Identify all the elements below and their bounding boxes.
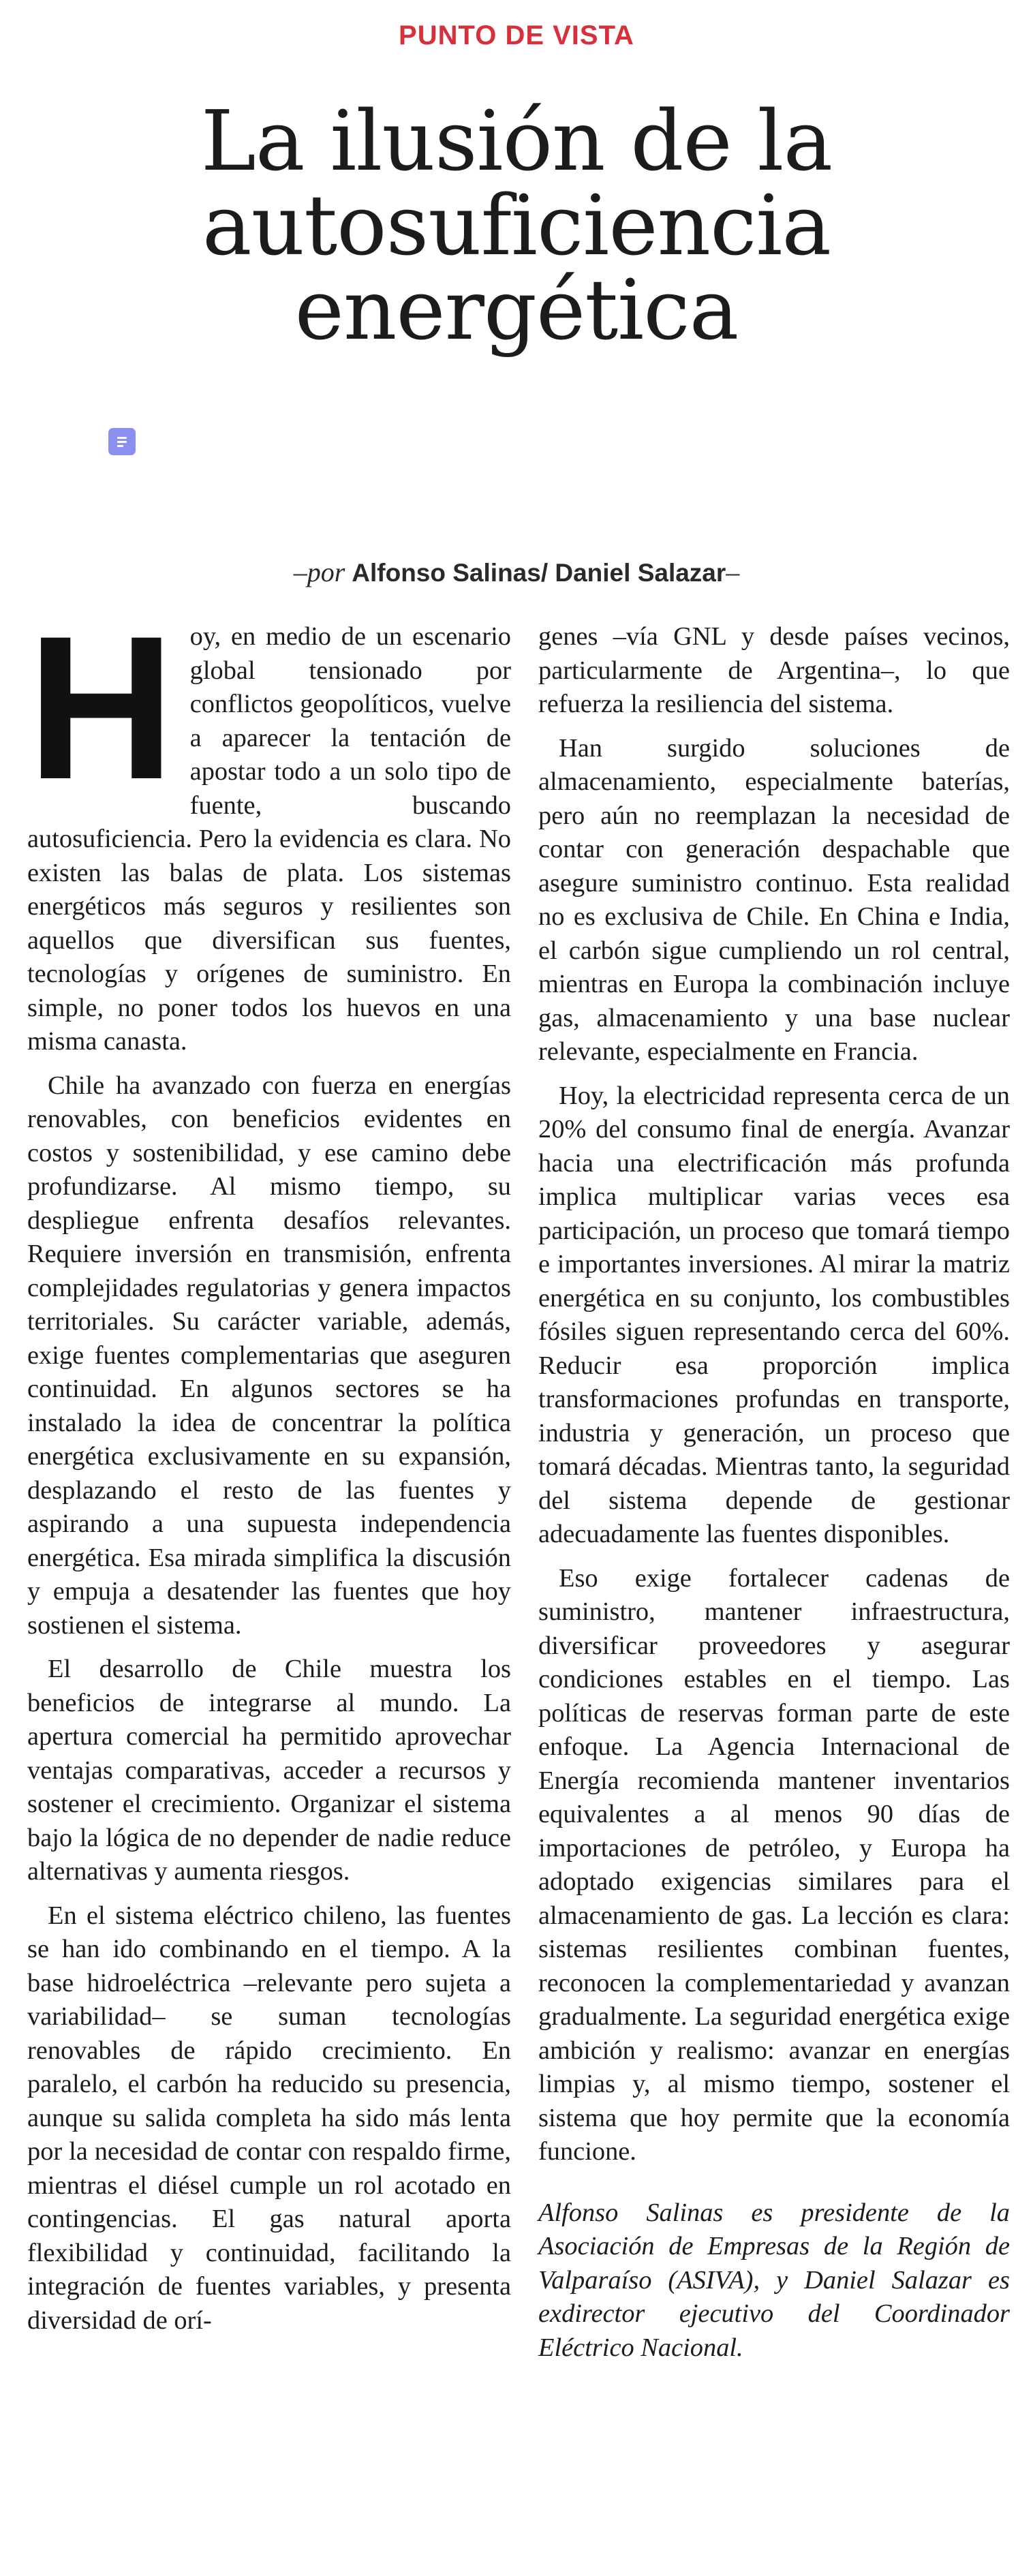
headline: La ilusión de la autosuficiencia energética: [200, 93, 833, 358]
article-paragraph-4-end: genes –vía GNL y desde países vecinos, particularmente de Argentina–, lo que refuerza la resiliencia del sistema.: [538, 622, 1010, 718]
paragraph-text: oy, en medio de un escenario global tensionado por conflictos geopolíticos, vuelve a aparecer la tentación de apostar todo a un solo tipo de fuente, buscando autosuficiencia. Pero la evidencia es clara. No existen las balas de plata. Los sistemas energéticos más seguros y resilientes son aquellos que diversifican sus fuentes, tecnologías y orígenes de suministro. En simple, no poner todos los huevos en una misma canasta.: [27, 622, 511, 1056]
article-paragraph-4-start: En el sistema eléctrico chileno, las fuentes se han ido combinando en el tiempo. A la base hidroeléctrica –relevante pero sujeta a variabilidad– se suman tecnologías renovables de rápido crecimiento. En paralelo, el carbón ha reducido su presencia, aunque su salida completa ha sido más lenta por la necesidad de contar con respaldo firme, mientras el diésel cumple un rol acotado en contingencias. El gas natural aporta flexibilidad y continuidad, facilitando la integración de fuentes variables, y presenta diversidad de orí-: [27, 1901, 511, 2335]
article-paragraph-6: Hoy, la electricidad representa cerca de un 20% del consumo final de energía. Avanzar hacia una electrificación más profunda implica multiplicar varias veces esa participación, un proceso que tomará tiempo e importantes inversiones. Al mirar la matriz energética en su conjunto, los combustibles fósiles siguen representando cerca del 60%. Reducir esa proporción implica transformaciones profundas en transporte, industria y generación, un proceso que tomará décadas. Mientras tanto, la seguridad del sistema depende de gestionar adecuadamente las fuentes disponibles.: [538, 1081, 1010, 1548]
article-column-left: [27, 593, 511, 2348]
article-column-right: [538, 620, 1010, 2375]
article-paragraph-5: Han surgido soluciones de almacenamiento, especialmente baterías, pero aún no reemplazan la necesidad de contar con generación despachable que asegure suministro continuo. Esta realidad no es exclusiva de Chile. En China e India, el carbón sigue cumpliendo un rol central, mientras en Europa la combinación incluye gas, almacenamiento y una base nuclear relevante, especialmente en Francia.: [538, 733, 1010, 1066]
drop-cap: H: [27, 593, 175, 822]
article-paragraph-2: Chile ha avanzado con fuerza en energías renovables, con beneficios evidentes en costos y sostenibilidad, y ese camino debe profundizarse. Al mismo tiempo, su despliegue enfrenta desafíos relevantes. Requiere inversión en transmisión, enfrenta complejidades regulatorias y genera impactos territoriales. Su carácter variable, además, exige fuentes complementarias que aseguren continuidad. En algunos sectores se ha instalado la idea de concentrar la política energética exclusivamente en su expansión, desplazando el resto de las fuentes y aspirando a una supuesta independencia energética. Esa mirada simplifica la discusión y empuja a desatender las fuentes que hoy sostienen el sistema.: [27, 1071, 511, 1640]
article-paragraph-1: [27, 593, 511, 1059]
byline-suffix: –: [726, 557, 740, 587]
byline-prefix: –por: [293, 557, 352, 587]
byline-authors: Alfonso Salinas/ Daniel Salazar: [352, 559, 726, 587]
article-paragraph-7: Eso exige fortalecer cadenas de suministro, mantener infraestructura, diversificar proveedores y asegurar condiciones estables en el tiempo. Las políticas de reservas forman parte de este enfoque. La Agencia Internacional de Energía recomienda mantener inventarios equivalentes a al menos 90 días de importaciones de petróleo, y Europa ha adoptado exigencias similares para el almacenamiento de gas. La lección es clara: sistemas resilientes combinan fuentes, reconocen la complementariedad y avanzan gradualmente. La seguridad energética exige ambición y realismo: avanzar en energías limpias y, al mismo tiempo, sostener el sistema que hoy permite que la economía funcione.: [538, 1563, 1010, 2166]
article-paragraph-3: El desarrollo de Chile muestra los beneficios de integrarse al mundo. La apertura comercial ha permitido aprovechar ventajas comparativas, acceder a recursos y sostener el crecimiento. Organizar el sistema bajo la lógica de no depender de nadie reduce alternativas y aumenta riesgos.: [27, 1655, 511, 1886]
author-bio: Alfonso Salinas es presidente de la Asociación de Empresas de la Región de Valparaíso (ASIVA), y Daniel Salazar es exdirector ejecutivo del Coordinador Eléctrico Nacional.: [538, 2198, 1010, 2362]
byline: [0, 556, 1033, 588]
note-icon[interactable]: [108, 428, 136, 455]
section-label: PUNTO DE VISTA: [399, 20, 634, 50]
